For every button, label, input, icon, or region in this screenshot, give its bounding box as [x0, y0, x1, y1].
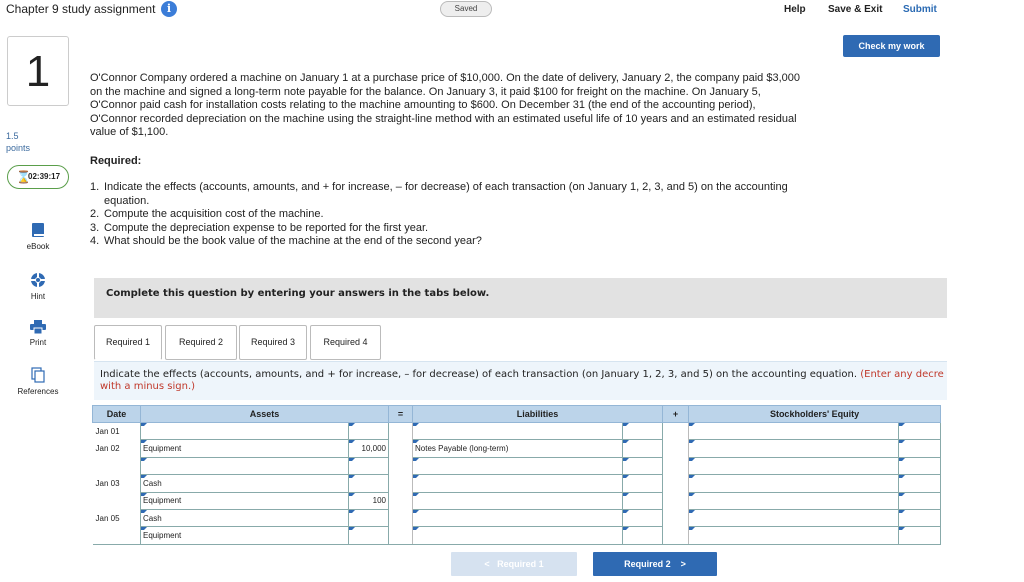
plus-spacer [663, 475, 689, 492]
book-icon [31, 222, 45, 238]
liability-account-input[interactable] [413, 509, 623, 526]
requirement-number: 1. [90, 181, 100, 193]
requirement-item [90, 235, 800, 249]
required-heading: Required: [90, 155, 142, 167]
equity-amount-input[interactable] [899, 527, 941, 544]
asset-account-input[interactable]: Equipment [141, 440, 349, 457]
submit-link[interactable]: Submit [903, 4, 937, 15]
accounting-equation-table [92, 405, 941, 545]
date: Jan 02 [95, 444, 120, 454]
date-header: Date [93, 406, 141, 423]
ebook-button[interactable] [7, 222, 69, 251]
equals-spacer [389, 440, 413, 457]
plus-header: + [663, 406, 689, 423]
instruction-text: Indicate the effects (accounts, amounts, and + for increase, – for decrease) of each transaction (on January 1, 2, 3, and 5) on the accounting equation. [100, 369, 858, 380]
check-my-work-button[interactable]: Check my work [843, 35, 940, 57]
tab-required-4[interactable]: Required 4 [310, 325, 381, 360]
liability-account-input[interactable] [413, 527, 623, 544]
ebook-label: eBook [26, 242, 50, 251]
points-info [6, 130, 30, 154]
asset-amount-input[interactable] [349, 475, 389, 492]
instruction-box [94, 361, 947, 400]
top-bar [0, 0, 1024, 20]
liability-account-input[interactable] [413, 492, 623, 509]
print-button[interactable] [7, 320, 69, 347]
tab-required-2[interactable]: Required 2 [165, 325, 237, 360]
equity-amount-input[interactable] [899, 440, 941, 457]
requirement-item [90, 208, 800, 222]
requirement-item [90, 222, 800, 236]
print-label: Print [29, 338, 47, 347]
asset-account-input[interactable] [141, 423, 349, 440]
requirements-list [90, 181, 800, 249]
equity-account-input[interactable] [689, 492, 899, 509]
equity-amount-input[interactable] [899, 457, 941, 474]
liability-amount-input[interactable] [623, 492, 663, 509]
hint-button[interactable] [7, 272, 69, 301]
equals-header: = [389, 406, 413, 423]
save-exit-link[interactable]: Save & Exit [828, 4, 883, 15]
equals-spacer [389, 527, 413, 544]
plus-spacer [663, 440, 689, 457]
table-row [93, 423, 941, 440]
timer-value: 02:39:17 [28, 172, 61, 181]
date: Jan 05 [95, 513, 120, 523]
liability-account-input[interactable] [413, 457, 623, 474]
date: Jan 03 [95, 478, 120, 488]
table-row [93, 475, 941, 492]
instruction-warning-line2: with a minus sign.) [100, 381, 196, 392]
liability-amount-input[interactable] [623, 440, 663, 457]
plus-spacer [663, 457, 689, 474]
equals-spacer [389, 475, 413, 492]
next-tab-button[interactable] [593, 552, 717, 576]
next-tab-label: Required 2 [624, 559, 671, 569]
table-header-row [93, 406, 941, 423]
question-text: O'Connor Company ordered a machine on January 1 at a purchase price of $10,000. On the date of delivery, January 2, the company paid $3,000 on the machine and signed a long-term note payable for the balance. On January 3, it paid $100 for freight on the machine. On January 5, O'Connor paid cash for installation costs relating to the machine amounting to $600. On December 31 (the end of the accounting period), O'Connor recorded depreciation on the machine using the straight-line method with an estimated useful life of 10 years and an estimated residual value of $1,100. [90, 72, 800, 138]
date [93, 492, 141, 509]
complete-banner [94, 278, 947, 318]
plus-spacer [663, 492, 689, 509]
asset-account-input[interactable]: Cash [141, 509, 349, 526]
hint-label: Hint [30, 292, 46, 301]
prev-tab-label: Required 1 [497, 559, 544, 569]
requirement-text: What should be the book value of the machine at the end of the second year? [104, 235, 482, 247]
complete-banner-text: Complete this question by entering your answers in the tabs below. [106, 288, 490, 299]
equity-amount-input[interactable] [899, 509, 941, 526]
equity-account-input[interactable] [689, 457, 899, 474]
equity-amount-input[interactable] [899, 475, 941, 492]
hourglass-icon: ⌛ [16, 170, 31, 184]
equity-account-input[interactable] [689, 509, 899, 526]
liability-amount-input[interactable] [623, 527, 663, 544]
requirement-text: Indicate the effects (accounts, amounts, and + for increase, – for decrease) of each transaction (on January 1, 2, 3, and 5) on the accounting equation. [104, 181, 788, 207]
table-row [93, 527, 941, 544]
asset-account-input[interactable]: Equipment [141, 527, 349, 544]
equity-amount-input[interactable] [899, 492, 941, 509]
printer-icon [30, 320, 46, 334]
equals-spacer [389, 492, 413, 509]
liability-account-input[interactable] [413, 423, 623, 440]
help-link[interactable]: Help [784, 4, 806, 15]
asset-account-input[interactable] [141, 457, 349, 474]
liability-amount-input[interactable] [623, 509, 663, 526]
plus-spacer [663, 509, 689, 526]
tab-required-3[interactable]: Required 3 [239, 325, 307, 360]
date: Jan 01 [95, 426, 120, 436]
requirement-text: Compute the depreciation expense to be reported for the first year. [104, 221, 429, 234]
equity-account-input[interactable] [689, 440, 899, 457]
saved-status-badge: Saved [440, 1, 492, 17]
prev-tab-button[interactable] [451, 552, 577, 576]
references-label: References [17, 387, 59, 396]
equals-spacer [389, 423, 413, 440]
equity-header: Stockholders' Equity [689, 406, 941, 423]
liability-account-input[interactable] [413, 475, 623, 492]
references-button[interactable] [7, 367, 69, 396]
timer-badge [7, 165, 69, 189]
asset-amount-input[interactable]: 10,000 [349, 440, 389, 457]
liability-amount-input[interactable] [623, 457, 663, 474]
asset-amount-input[interactable] [349, 527, 389, 544]
asset-account-input[interactable]: Cash [141, 475, 349, 492]
date [93, 457, 141, 474]
table-row [93, 440, 941, 457]
asset-amount-input[interactable]: 100 [349, 492, 389, 509]
plus-spacer [663, 423, 689, 440]
table-row [93, 492, 941, 509]
instruction-warning: (Enter any decre [860, 369, 944, 380]
chevron-right-icon: > [680, 559, 686, 569]
assignment-title: Chapter 9 study assignment [6, 2, 156, 16]
requirement-number: 2. [90, 208, 100, 220]
question-number: 1 [7, 36, 69, 106]
requirement-number: 4. [90, 235, 100, 247]
liability-amount-input[interactable] [623, 475, 663, 492]
liability-amount-input[interactable] [623, 423, 663, 440]
date [93, 527, 141, 544]
equity-account-input[interactable] [689, 423, 899, 440]
info-icon[interactable]: i [161, 1, 177, 17]
asset-amount-input[interactable] [349, 457, 389, 474]
lifebuoy-icon [30, 272, 46, 288]
equity-account-input[interactable] [689, 475, 899, 492]
references-icon [31, 367, 45, 383]
points-label: points [6, 143, 31, 153]
equity-account-input[interactable] [689, 527, 899, 544]
points-value: 1.5 [6, 131, 19, 141]
liability-account-input[interactable]: Notes Payable (long-term) [413, 440, 623, 457]
plus-spacer [663, 527, 689, 544]
table-row [93, 457, 941, 474]
table-row [93, 509, 941, 526]
asset-amount-input[interactable] [349, 509, 389, 526]
requirement-text: Compute the acquisition cost of the machine. [104, 208, 324, 220]
equals-spacer [389, 509, 413, 526]
equals-spacer [389, 457, 413, 474]
asset-amount-input[interactable] [349, 423, 389, 440]
assets-header: Assets [141, 406, 389, 423]
equity-amount-input[interactable] [899, 423, 941, 440]
asset-account-input[interactable]: Equipment [141, 492, 349, 509]
tab-required-1[interactable]: Required 1 [94, 325, 162, 360]
chevron-left-icon: < [484, 559, 490, 569]
requirement-number: 3. [90, 221, 100, 234]
liabilities-header: Liabilities [413, 406, 663, 423]
requirement-item [90, 181, 800, 208]
